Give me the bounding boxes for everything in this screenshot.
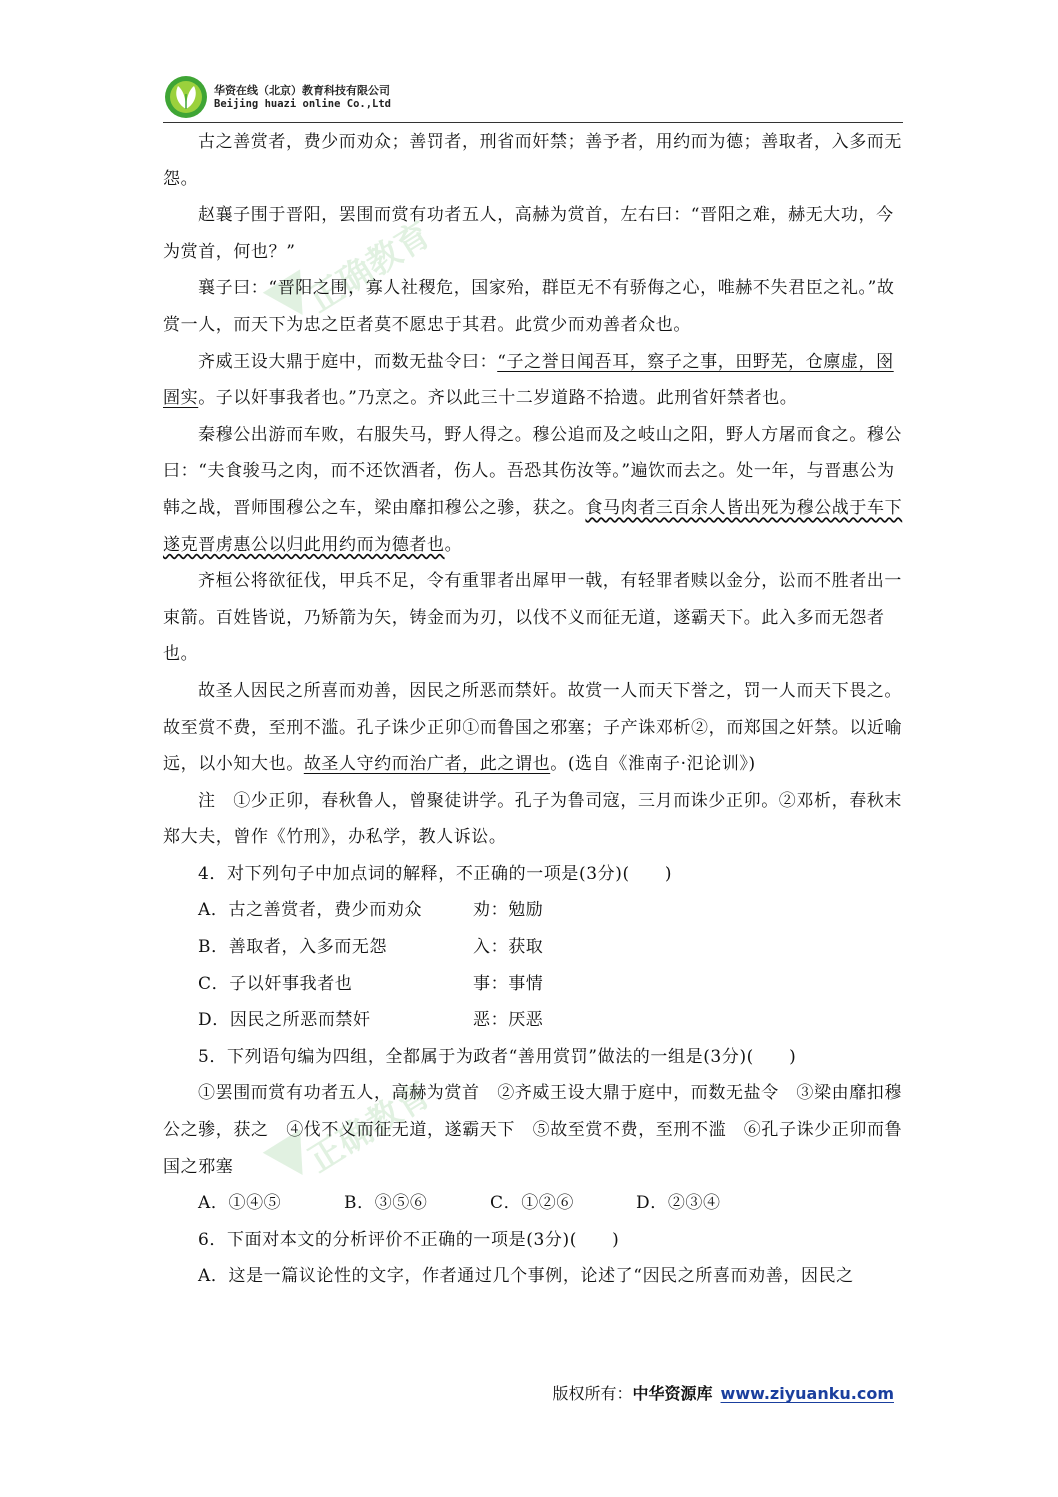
option-sentence: D．因民之所恶而禁奸 [198, 1010, 371, 1031]
passage-paragraph: 襄子曰：“晋阳之围，寡人社稷危，国家殆，群臣无不有骄侮之心，唯赫不失君臣之礼。”故赏一人，而天下为忠之臣者莫不愿忠于其君。此赏少而劝善者众也。 [163, 278, 895, 335]
question-5-stem: 5．下列语句编为四组，全都属于为政者“善用赏罚”做法的一组是(3分)( ) [198, 1046, 797, 1067]
document-body [163, 124, 903, 1295]
question-5-answers [163, 1185, 903, 1222]
question-4-stem: 4．对下列句子中加点词的解释，不正确的一项是(3分)( ) [198, 863, 673, 884]
answer-choice: A．①④⑤ [198, 1193, 282, 1214]
header-divider [163, 122, 903, 123]
page-footer [553, 1381, 895, 1404]
watermark-text: 正确教育 [301, 214, 439, 321]
question-4-option [163, 892, 903, 929]
text-run: 齐威王设大鼎于庭中，而数无盐令曰： [198, 351, 498, 372]
passage-paragraph: 齐桓公将欲征伐，甲兵不足，令有重罪者出犀甲一戟，有轻罪者赎以金分，讼而不胜者出一束箭。百姓皆说，乃矫箭为矢，铸金而为刃，以伐不义而征无道，遂霸天下。此入多而无怨者也。 [163, 571, 902, 665]
option-sentence: B．善取者，入多而无怨 [198, 937, 388, 958]
passage-paragraph: 赵襄子围于晋阳，罢围而赏有功者五人，高赫为赏首，左右曰：“晋阳之难，赫无大功，今为赏首，何也？” [163, 205, 894, 262]
text-run: 秦穆公出游而车败，右服失马，野人得之。穆公追而及之岐山之阳，野人方屠而食之。穆公曰：“夫食骏马之肉，而不还饮酒者，伤人。吾恐其伤汝等。”遍饮而去之。处一年，与晋惠公为韩之战，晋师围穆公之车，梁由靡扣穆公之骖，获之。 [163, 424, 902, 518]
answer-choice: B．③⑤⑥ [344, 1193, 428, 1214]
answer-choice: C．①②⑥ [490, 1193, 575, 1214]
text-run: 。(选自《淮南子·氾论训》) [550, 754, 756, 775]
watermark-text: 正确教育 [301, 1074, 439, 1181]
underlined-sentence: “子之誉日闻吾耳，察子之事，田野芜，仓廪虚，囹圄实 [163, 351, 894, 409]
option-sentence: A．古之善赏者，费少而劝众 [198, 900, 423, 921]
company-name-en: Beijing huazi online Co.,Ltd [214, 98, 392, 110]
option-gloss: 事：事情 [473, 973, 544, 994]
option-sentence: C．子以奸事我者也 [198, 973, 353, 994]
passage-paragraph [163, 344, 903, 417]
library-name: 中华资源库 [632, 1384, 713, 1403]
question-4-option [163, 966, 903, 1003]
question-5-body: ①罢围而赏有功者五人，高赫为赏首 ②齐威王设大鼎于庭中，而数无盐令 ③梁由靡扣穆公之骖，获之 ④伐不义而征无道，遂霸天下 ⑤故至赏不费，至刑不滥 ⑥孔子诛少正卯而鲁国之邪塞 [163, 1083, 903, 1177]
wavy-underlined-sentence: 食马肉者三百余人皆出死为穆公战于车下遂克晋虏惠公以归此用约而为德者也 [163, 497, 903, 555]
company-name-cn: 华资在线（北京）教育科技有限公司 [214, 84, 390, 97]
answer-choice: D．②③④ [636, 1193, 721, 1214]
question-4-option [163, 1002, 903, 1039]
page-header [163, 74, 903, 122]
question-6-option: A．这是一篇议论性的文字，作者通过几个事例，论述了“因民之所喜而劝善，因民之 [198, 1266, 854, 1287]
footer-link[interactable]: www.ziyuanku.com [720, 1384, 894, 1403]
passage-paragraph [163, 417, 903, 563]
option-gloss: 入：获取 [473, 937, 544, 958]
question-4-option [163, 929, 903, 966]
text-run: 。 [444, 534, 463, 555]
company-logo-icon [163, 74, 209, 120]
text-run: 故圣人因民之所喜而劝善，因民之所恶而禁奸。故赏一人而天下誉之，罚一人而天下畏之。故至赏不费，至刑不滥。孔子诛少正卯①而鲁国之邪塞；子产诛邓析②，而郑国之奸禁。以近喻远，以小知大也。 [163, 680, 903, 775]
copyright-label: 版权所有： [552, 1384, 633, 1403]
question-6-stem: 6．下面对本文的分析评价不正确的一项是(3分)( ) [198, 1229, 620, 1250]
underlined-sentence: 故圣人守约而治广者，此之谓也 [303, 754, 551, 775]
annotation-note: 注 ①少正卯，春秋鲁人，曾聚徒讲学。孔子为鲁司寇，三月而诛少正卯。②邓析，春秋末郑大夫，曾作《竹刑》，办私学，教人诉讼。 [163, 790, 902, 848]
option-gloss: 劝：勉励 [473, 900, 544, 921]
option-gloss: 恶：厌恶 [473, 1010, 544, 1031]
passage-paragraph [163, 673, 903, 783]
text-run: 。子以奸事我者也。”乃烹之。齐以此三十二岁道路不拾遗。此刑省奸禁者也。 [198, 388, 798, 409]
passage-paragraph: 古之善赏者，费少而劝众；善罚者，刑省而奸禁；善予者，用约而为德；善取者，入多而无怨。 [163, 132, 902, 189]
